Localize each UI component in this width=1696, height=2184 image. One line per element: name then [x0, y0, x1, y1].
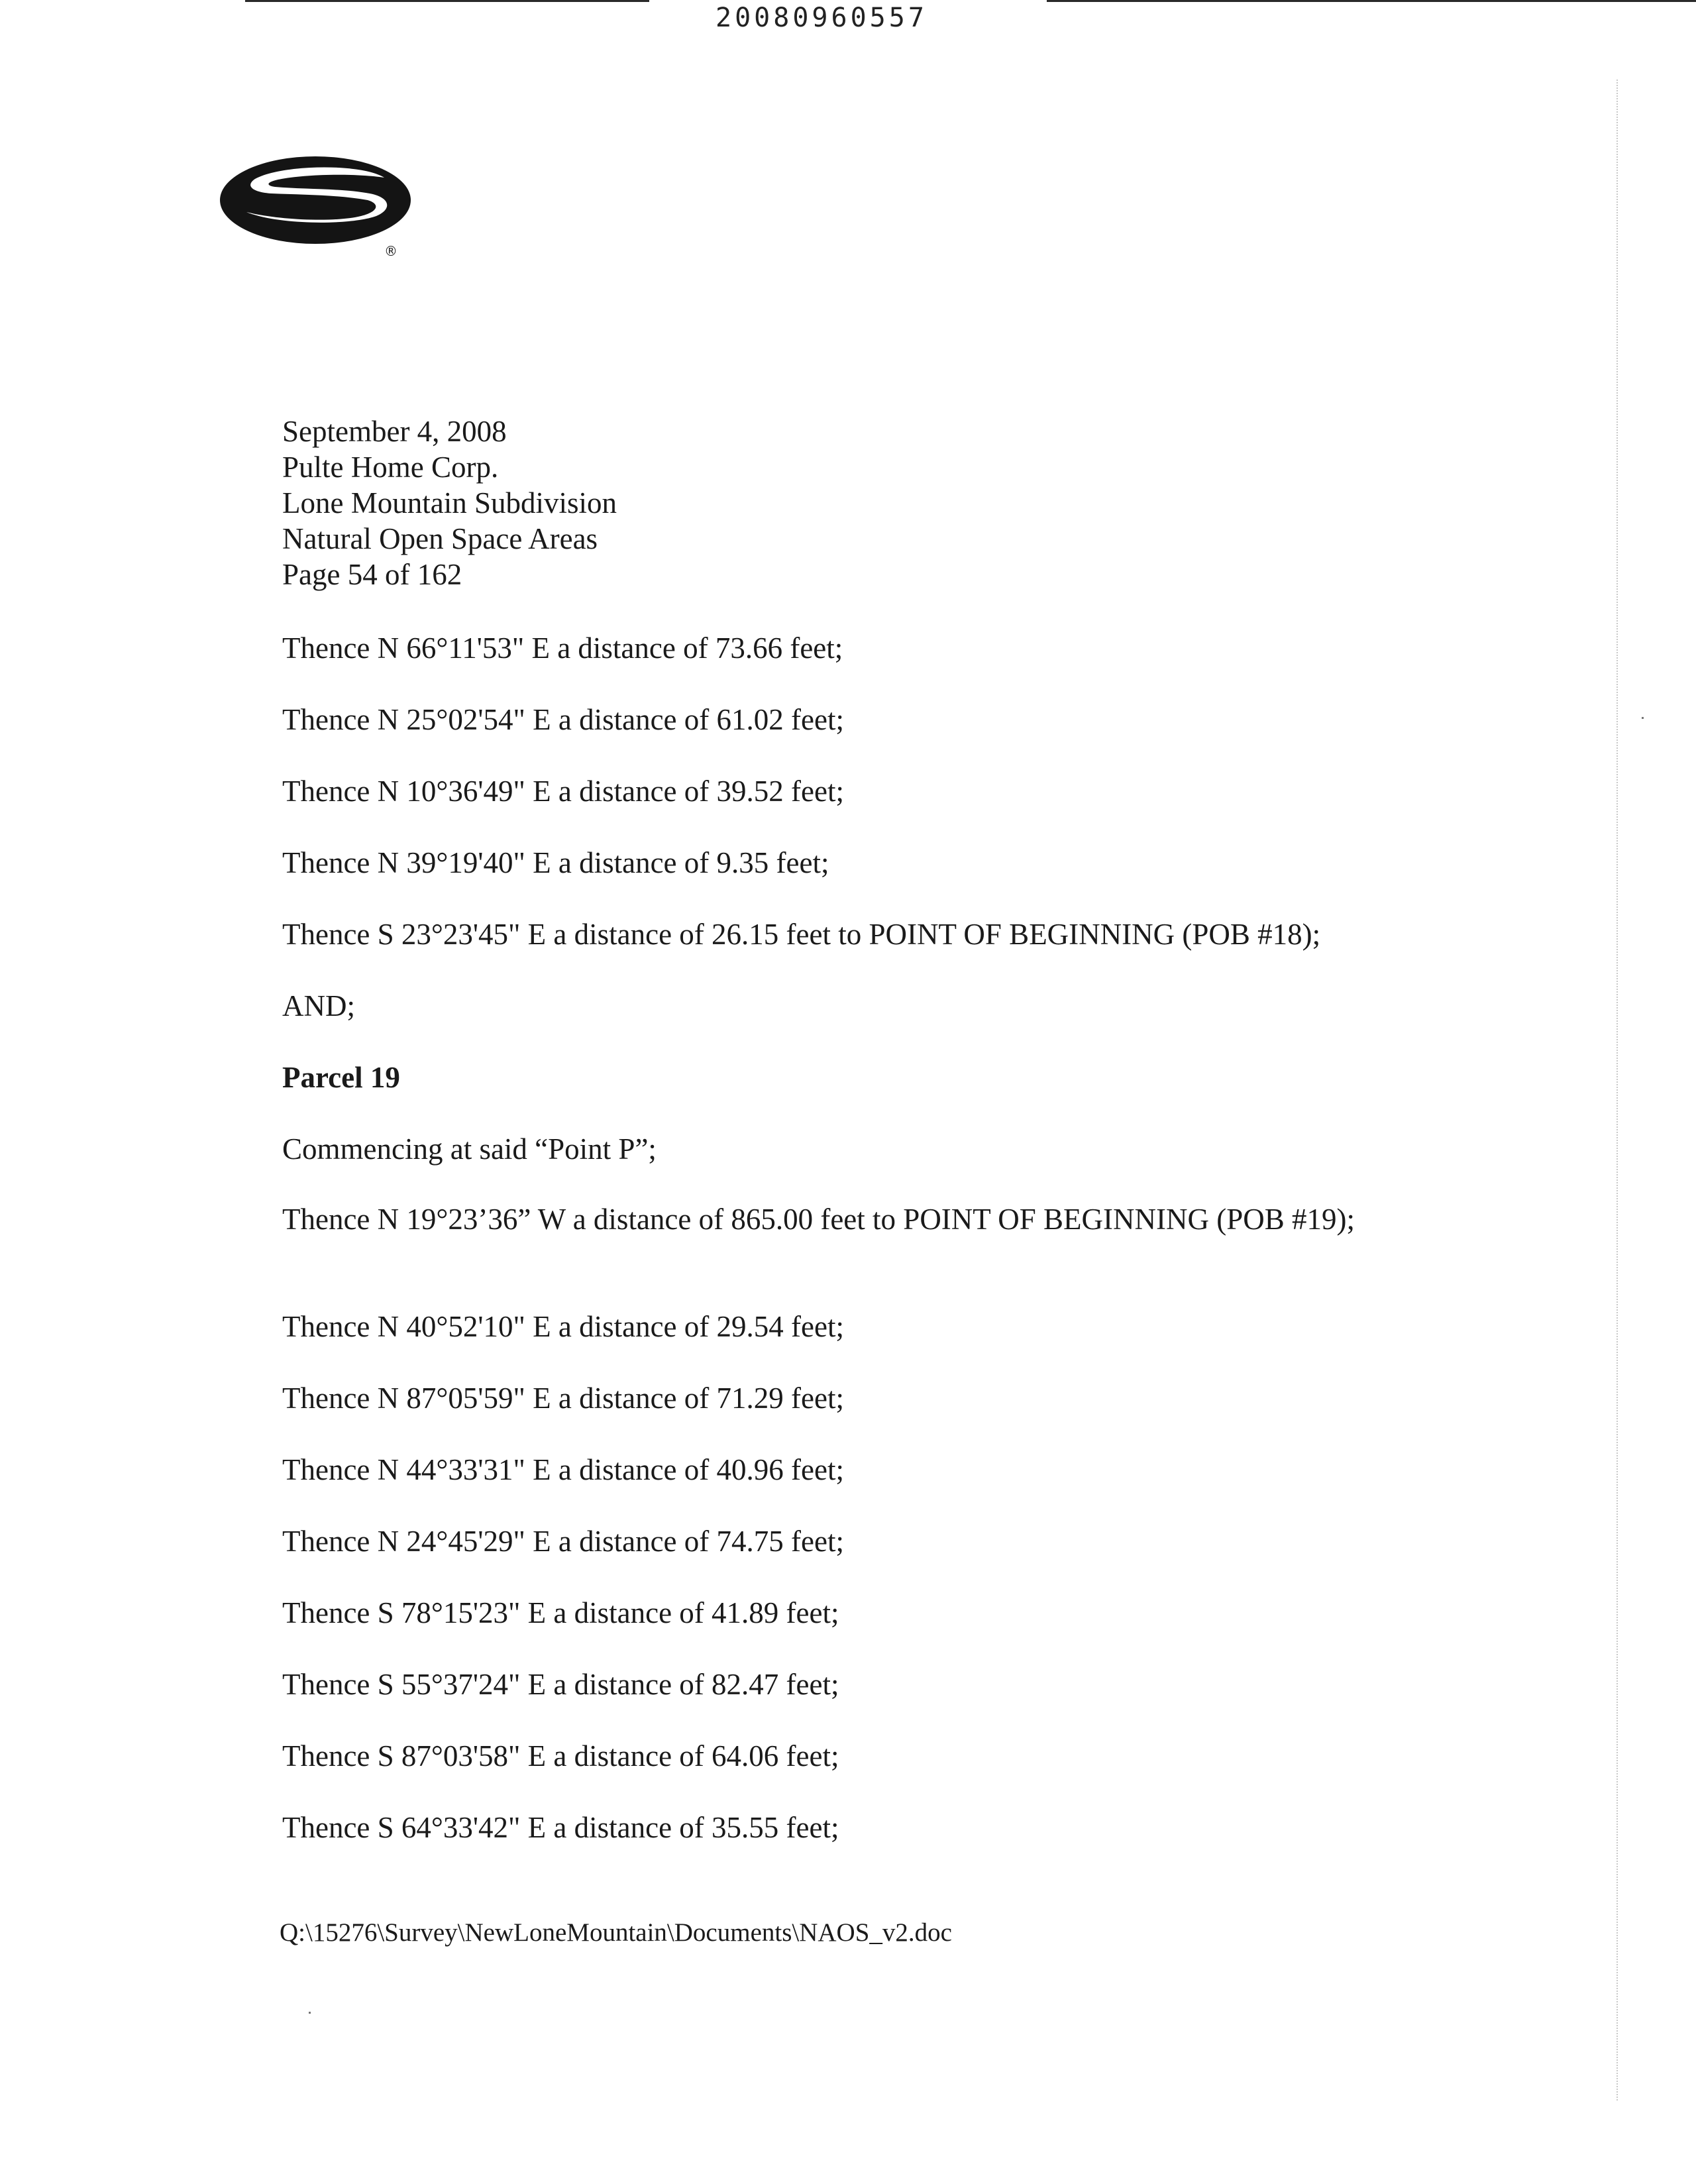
header-date: September 4, 2008	[282, 415, 507, 448]
letter-header	[282, 413, 617, 592]
s-oval-logo-icon	[219, 151, 417, 258]
course-line: Thence S 64°33'42" E a distance of 35.55 feet;	[282, 1811, 839, 1844]
course-line: Thence S 87°03'58" E a distance of 64.06 feet;	[282, 1739, 839, 1773]
commencing-line: Commencing at said “Point P”;	[282, 1132, 657, 1166]
course-line: Thence N 39°19'40" E a distance of 9.35 feet;	[282, 846, 829, 879]
course-line: Thence S 55°37'24" E a distance of 82.47 feet;	[282, 1668, 839, 1701]
registered-mark: ®	[384, 243, 398, 258]
course-line: Thence N 44°33'31" E a distance of 40.96 feet;	[282, 1453, 844, 1486]
course-line-pob-19: Thence N 19°23’36” W a distance of 865.00 feet to POINT OF BEGINNING (POB #19);	[282, 1203, 1355, 1236]
and-connector: AND;	[282, 989, 355, 1022]
file-path-footer: Q:\15276\Survey\NewLoneMountain\Documents\NAOS_v2.doc	[280, 1918, 952, 1947]
course-line: Thence N 66°11'53" E a distance of 73.66 feet;	[282, 631, 843, 665]
course-line: Thence N 24°45'29" E a distance of 74.75 feet;	[282, 1525, 844, 1558]
recording-number: 20080960557	[716, 3, 928, 33]
course-line: Thence N 10°36'49" E a distance of 39.52 feet;	[282, 775, 844, 808]
header-company: Pulte Home Corp.	[282, 451, 499, 484]
header-area: Natural Open Space Areas	[282, 522, 598, 555]
scan-speck	[1642, 717, 1644, 719]
scan-top-edge-right	[1047, 0, 1696, 2]
header-page-number: Page 54 of 162	[282, 558, 462, 591]
scan-right-edge	[1616, 80, 1618, 2101]
course-line: Thence S 78°15'23" E a distance of 41.89 feet;	[282, 1596, 839, 1629]
header-subdivision: Lone Mountain Subdivision	[282, 486, 617, 519]
course-line: Thence N 25°02'54" E a distance of 61.02 feet;	[282, 703, 844, 736]
course-line-pob-18: Thence S 23°23'45" E a distance of 26.15 feet to POINT OF BEGINNING (POB #18);	[282, 918, 1321, 951]
course-line: Thence N 40°52'10" E a distance of 29.54 feet;	[282, 1310, 844, 1343]
parcel-heading: Parcel 19	[282, 1061, 400, 1094]
scan-speck	[309, 2012, 311, 2014]
scan-top-edge-left	[245, 0, 649, 2]
course-line: Thence N 87°05'59" E a distance of 71.29 feet;	[282, 1382, 844, 1415]
